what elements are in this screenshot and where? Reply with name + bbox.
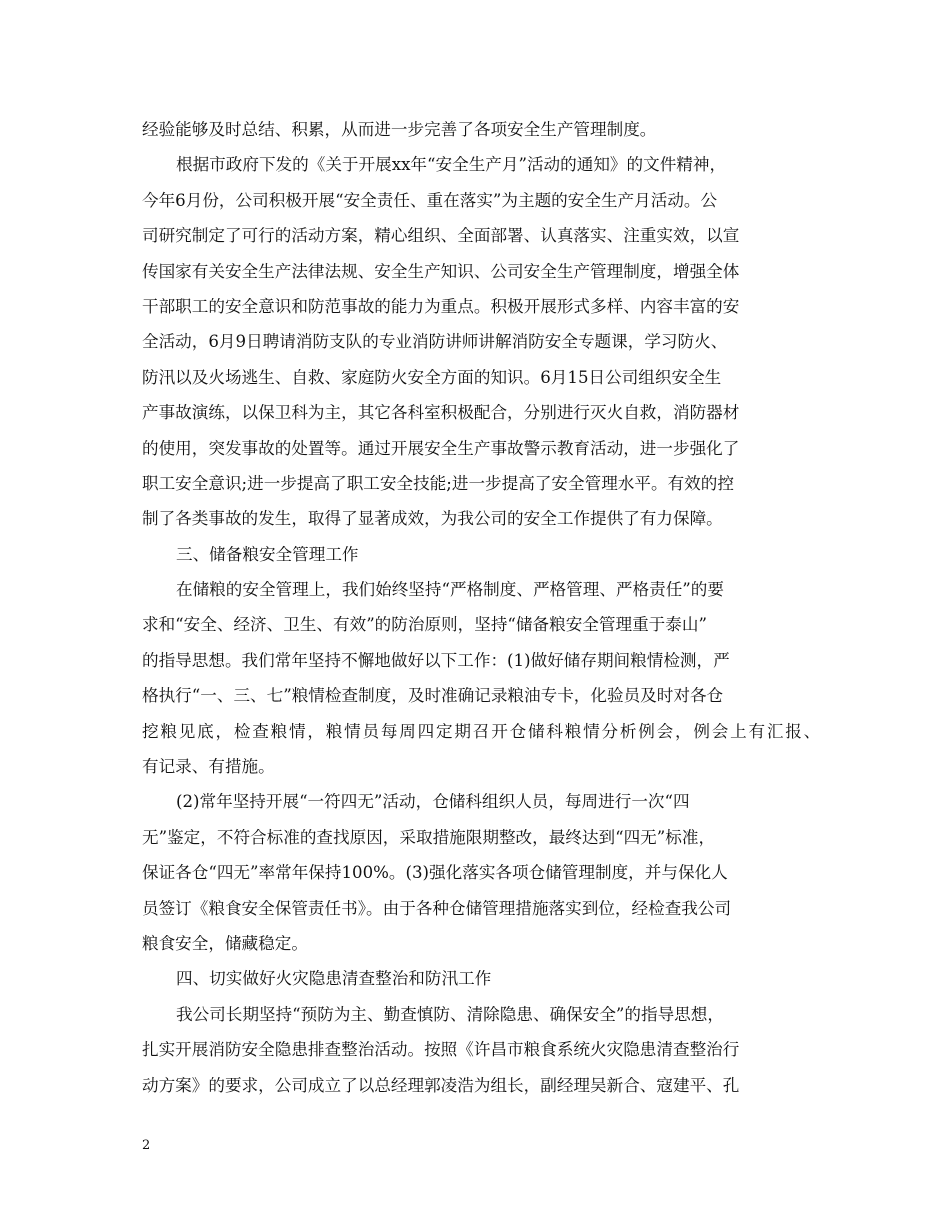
text-line: 求和“安全、经济、卫生、有效”的防治原则，坚持“储备粮安全管理重于泰山” bbox=[142, 615, 707, 635]
text-line: 今年6月份，公司积极开展“安全责任、重在落实”为主题的安全生产月活动。公 bbox=[142, 190, 718, 210]
text-line: 挖粮见底，检查粮情，粮情员每周四定期召开仓储科粮情分析例会，例会上有汇报、 bbox=[142, 721, 822, 741]
text-line: 职工安全意识;进一步提高了职工安全技能;进一步提高了安全管理水平。有效的控 bbox=[142, 473, 734, 493]
text-line: 防汛以及火场逃生、自救、家庭防火安全方面的知识。6月15日公司组织安全生 bbox=[142, 367, 722, 387]
text-line: 的使用，突发事故的处置等。通过开展安全生产事故警示教育活动，进一步强化了 bbox=[142, 438, 740, 458]
text-line: 扎实开展消防安全隐患排查整治活动。按照《许昌市粮食系统火灾隐患清查整治行 bbox=[142, 1040, 740, 1060]
text-line: 三、储备粮安全管理工作 bbox=[176, 544, 359, 564]
text-line: 的指导思想。我们常年坚持不懈地做好以下工作：(1)做好储存期间粮情检测，严 bbox=[142, 650, 730, 670]
text-line: 传国家有关安全生产法律法规、安全生产知识、公司安全生产管理制度，增强全体 bbox=[142, 261, 740, 281]
text-line: 制了各类事故的发生，取得了显著成效，为我公司的安全工作提供了有力保障。 bbox=[142, 509, 723, 529]
text-line: 保证各仓“四无”率常年保持100%。(3)强化落实各项仓储管理制度，并与保化人 bbox=[142, 863, 728, 883]
text-line: 干部职工的安全意识和防范事故的能力为重点。积极开展形式多样、内容丰富的安 bbox=[142, 296, 740, 316]
text-line: 在储粮的安全管理上，我们始终坚持“严格制度、严格管理、严格责任”的要 bbox=[176, 580, 724, 600]
text-line: 员签订《粮食安全保管责任书》。由于各种仓储管理措施落实到位，经检查我公司 bbox=[142, 898, 732, 918]
text-line: 有记录、有措施。 bbox=[142, 757, 275, 777]
page-number: 2 bbox=[142, 1138, 151, 1153]
text-line: 我公司长期坚持“预防为主、勤查慎防、清除隐患、确保安全”的指导思想， bbox=[176, 1004, 724, 1024]
text-line: (2)常年坚持开展“一符四无”活动，仓储科组织人员，每周进行一次“四 bbox=[176, 792, 690, 812]
text-line: 四、切实做好火灾隐患清查整治和防汛工作 bbox=[176, 969, 492, 989]
text-line: 产事故演练，以保卫科为主，其它各科室积极配合，分别进行灭火自救，消防器材 bbox=[142, 403, 740, 423]
text-line: 粮食安全，储藏稳定。 bbox=[142, 933, 308, 953]
text-line: 无”鉴定，不符合标准的查找原因，采取措施限期整改，最终达到“四无”标准， bbox=[142, 827, 716, 847]
body-text bbox=[142, 112, 822, 1103]
text-line: 动方案》的要求，公司成立了以总经理郭凌浩为组长，副经理吴新合、寇建平、孔 bbox=[142, 1075, 740, 1095]
text-line: 司研究制定了可行的活动方案，精心组织、全面部署、认真落实、注重实效，以宣 bbox=[142, 226, 740, 246]
text-line: 格执行“一、三、七”粮情检查制度，及时准确记录粮油专卡，化验员及时对各仓 bbox=[142, 686, 724, 706]
text-line: 经验能够及时总结、积累，从而进一步完善了各项安全生产管理制度。 bbox=[142, 120, 657, 139]
text-line: 全活动，6月9日聘请消防支队的专业消防讲师讲解消防安全专题课，学习防火、 bbox=[142, 332, 728, 352]
text-line: 根据市政府下发的《关于开展xx年“安全生产月”活动的通知》的文件精神， bbox=[176, 155, 727, 175]
